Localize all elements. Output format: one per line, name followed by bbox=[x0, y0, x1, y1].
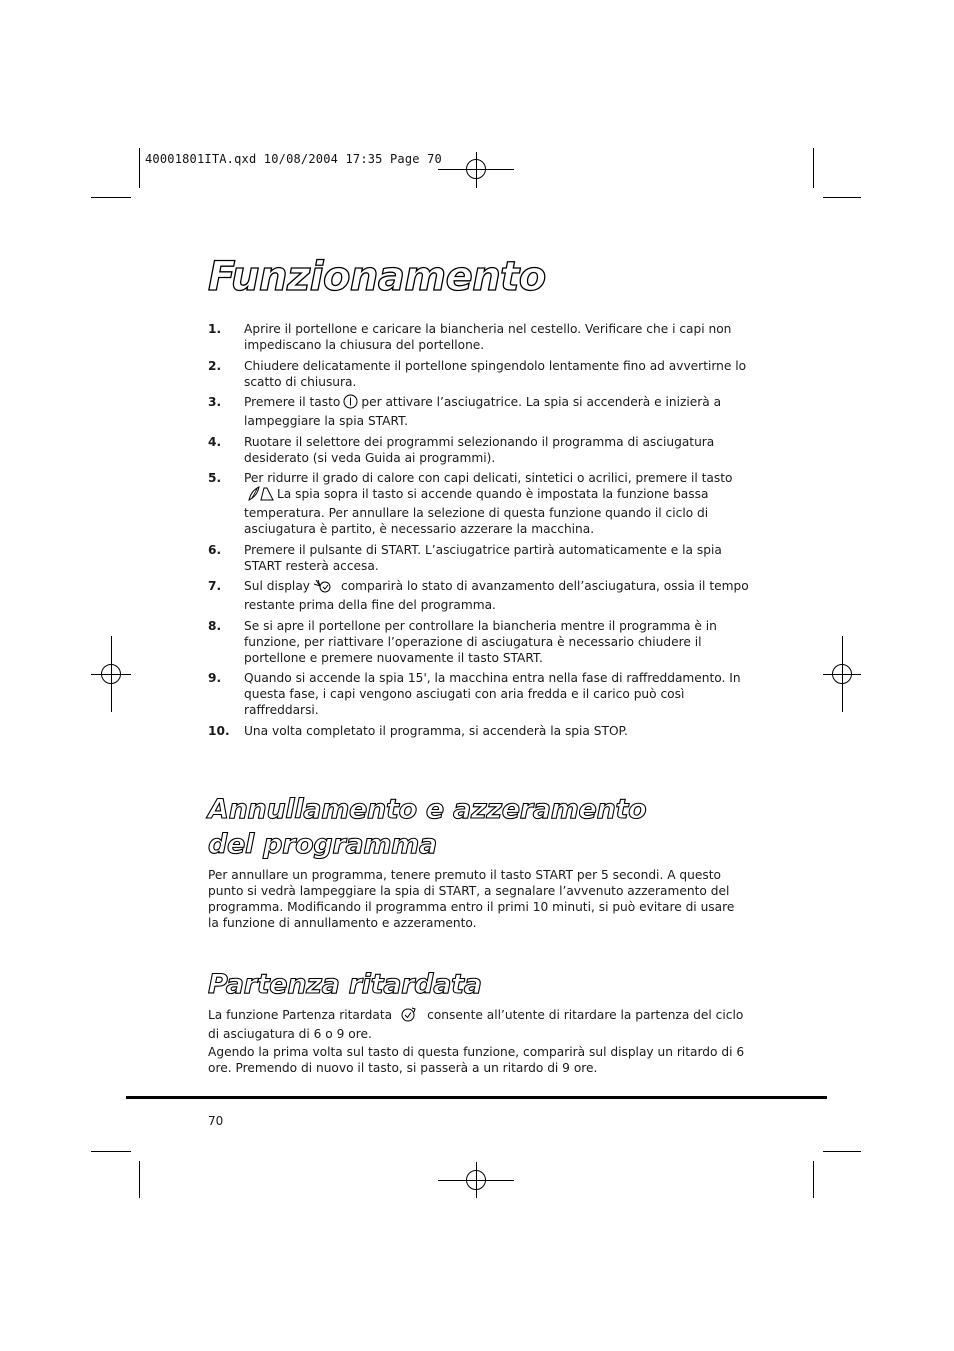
step-text: Chiudere delicatamente il portellone spingendolo lentamente fino ad avvertirne lo scatto di chiusura. bbox=[244, 358, 747, 389]
step-text bbox=[244, 394, 758, 429]
registration-circle bbox=[466, 1170, 486, 1190]
step-text-pre: Sul display bbox=[244, 579, 310, 593]
power-icon bbox=[343, 394, 358, 413]
crop-mark bbox=[139, 148, 140, 188]
step-number: 2. bbox=[208, 358, 222, 373]
list-item bbox=[208, 434, 758, 466]
progress-display-icon bbox=[313, 578, 333, 597]
step-number: 6. bbox=[208, 542, 222, 557]
list-item bbox=[208, 578, 758, 613]
step-text-post: per attivare l’asciugatrice. La spia si accenderà e inizierà a lampeggiare la spia START. bbox=[244, 395, 722, 428]
delay-timer-icon bbox=[400, 1007, 417, 1026]
step-text: Se si apre il portellone per controllare la biancheria mentre il programma è in funzione, per riattivare l’operazione di asciugatura è necessario chiudere il portellone e premere nuovamente il tasto START. bbox=[244, 618, 717, 665]
crop-mark bbox=[823, 1151, 861, 1152]
step-text: Una volta completato il programma, si accenderà la spia STOP. bbox=[244, 723, 628, 738]
step-number: 5. bbox=[208, 471, 222, 485]
step-text: Quando si accende la spia 15', la macchina entra nella fase di raffreddamento. In questa fase, i capi vengono asciugati con aria fredda e il carico può così raffreddarsi. bbox=[244, 671, 741, 717]
step-text-post: La spia sopra il tasto si accende quando è impostata la funzione bassa temperatura. Per annullare la selezione di questa funzione quando il ciclo di asciugatura è partito, è necessario azzerare la macchina. bbox=[244, 487, 709, 536]
step-number: 7. bbox=[208, 579, 222, 593]
list-item bbox=[208, 542, 758, 574]
page-title: Funzionamento bbox=[208, 254, 546, 300]
crop-mark bbox=[813, 1161, 814, 1198]
step-number: 10. bbox=[208, 723, 230, 738]
crop-mark bbox=[139, 1161, 140, 1198]
section-body-delay-2: Agendo la prima volta sul tasto di questa funzione, comparirà sul display un ritardo di 6 ore. Premendo di nuovo il tasto, si passerà a un ritardo di 9 ore. bbox=[208, 1045, 745, 1075]
section-title-delay: Partenza ritardata bbox=[208, 969, 482, 1000]
page-number: 70 bbox=[208, 1114, 224, 1128]
list-item bbox=[208, 723, 758, 739]
section-body-cancel: Per annullare un programma, tenere premuto il tasto START per 5 secondi. A questo punto si vedrà lampeggiare la spia di START, a segnalare l’avvenuto azzeramento del programma. Modificando il programma entro il primi 10 minuti, si può evitare di usare la funzione di annullamento e azzeramento. bbox=[208, 868, 735, 930]
delay-text-pre: La funzione Partenza ritardata bbox=[208, 1008, 393, 1022]
list-item bbox=[208, 618, 758, 666]
registration-circle bbox=[832, 664, 852, 684]
step-number: 9. bbox=[208, 671, 222, 685]
step-number: 4. bbox=[208, 434, 222, 449]
steps-list bbox=[208, 321, 758, 743]
delay-text-post: consente all’utente di ritardare la partenza del ciclo di asciugatura di 6 o 9 ore. bbox=[208, 1008, 744, 1041]
list-item bbox=[208, 670, 758, 718]
list-item bbox=[208, 358, 758, 390]
section-body-delay-1 bbox=[208, 1007, 748, 1042]
step-text-pre: Per ridurre il grado di calore con capi delicati, sintetici o acrilici, premere il tasto bbox=[244, 471, 733, 485]
registration-circle bbox=[466, 159, 486, 179]
step-text: Aprire il portellone e caricare la biancheria nel cestello. Verificare che i capi non impediscano la chiusura del portellone. bbox=[244, 322, 732, 352]
crop-mark bbox=[823, 197, 861, 198]
delicate-low-heat-icon bbox=[247, 486, 274, 505]
list-item bbox=[208, 321, 758, 353]
step-text bbox=[244, 470, 758, 537]
step-text-pre: Premere il tasto bbox=[244, 395, 341, 409]
step-number: 1. bbox=[208, 322, 222, 336]
crop-mark bbox=[813, 148, 814, 188]
crop-mark bbox=[91, 1151, 131, 1152]
print-slug: 40001801ITA.qxd 10/08/2004 17:35 Page 70 bbox=[145, 152, 442, 166]
list-item bbox=[208, 470, 758, 537]
list-item bbox=[208, 394, 758, 429]
footer-rule bbox=[126, 1096, 827, 1099]
step-text: Ruotare il selettore dei programmi selezionando il programma di asciugatura desiderato (si veda Guida ai programmi). bbox=[244, 434, 715, 465]
section-title-cancel: Annullamento e azzeramento del programma bbox=[208, 794, 647, 860]
crop-mark bbox=[91, 197, 131, 198]
step-text-post: comparirà lo stato di avanzamento dell’asciugatura, ossia il tempo restante prima della fine del programma. bbox=[244, 579, 749, 612]
step-number: 3. bbox=[208, 395, 222, 409]
step-number: 8. bbox=[208, 618, 222, 633]
step-text bbox=[244, 578, 758, 613]
registration-circle bbox=[101, 664, 121, 684]
step-text: Premere il pulsante di START. L’asciugatrice partirà automaticamente e la spia START resterà accesa. bbox=[244, 542, 722, 573]
